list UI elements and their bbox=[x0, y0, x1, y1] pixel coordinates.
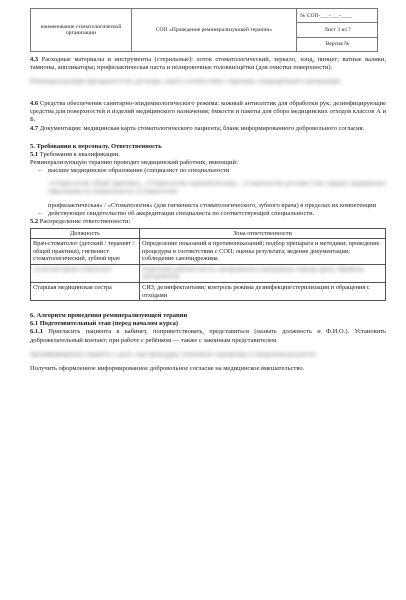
item-5-1: 5.1 Требования к квалификации. bbox=[30, 150, 120, 158]
item-6-1: 6.1 Подготовительный этап (перед началом курса) bbox=[30, 320, 179, 328]
document-header-table bbox=[30, 8, 378, 52]
section-5-title: 5. Требования к персоналу. Ответственность bbox=[30, 142, 162, 150]
responsibility-table bbox=[30, 228, 386, 302]
section-6-title: 6. Алгоритм проведения реминерализующей терапии bbox=[30, 312, 188, 320]
col-zone-header: Зона ответственности bbox=[140, 228, 386, 239]
qualification-bullet-2: – действующее свидетельство об аккредитации специалиста по соответствующей специальности. bbox=[38, 210, 315, 218]
table-row: Ассистент врача-стоматолога Подготовка рабочего места, инструментов и материалов; помощь врачу; обработка инструментов bbox=[31, 264, 386, 282]
col-position-header: Должность bbox=[31, 228, 140, 239]
org-name-cell: наименование стоматологической организации bbox=[31, 9, 132, 52]
document-body bbox=[30, 56, 386, 373]
table-row: Старшая медицинская сестра СИЗ, дезинфектантами; контроль режима дезинфекции/стерилизации и обращения с отходами bbox=[31, 283, 386, 301]
table-row: Врач-стоматолог (детский / терапевт / общей практики), гигиенист стоматологический, зубной врач Определение показаний и противопоказаний; подбор препарата и методики; проведение процедуры в соответствии с СОП; оценка результата; ведение документации; соблюдение санэпидрежима bbox=[31, 239, 386, 265]
qualification-intro: Реминерализующую терапию проводит медицинский работник, имеющий: bbox=[30, 158, 238, 166]
sop-title-cell: СОП «Проведение реминерализующей терапии» bbox=[132, 9, 297, 52]
consent-paragraph: Получить оформленное информированное добровольное согласие на медицинское вмешательство. bbox=[30, 364, 305, 372]
sheet-cell: Лист 3 из 7 bbox=[297, 23, 378, 37]
item-4-6: 4.6 Средства обеспечения санитарно-эпидемиологического режима: кожный антисептик для обработки рук; дезинфицирующие средства для поверхностей и изделий медицинского назначения; ёмкости и пакеты для сбора медицинских отходов классов А и Б. bbox=[30, 100, 386, 124]
blurred-paragraph-1: Реминерализующие препараты (гели, растворы, лаки) в соответствии с перечнем, утверждённым в организации. bbox=[30, 78, 342, 86]
qualification-bullet-1: – высшее медицинское образование (специалист по специальности «Стоматология общей практики», «Стоматология терапевтическая», «Стоматология детская») или среднее медицинское образование по специальности «Стоматология профилактическая» / «Стоматология» (для гигиениста стоматологического, зубного врача) в пределах их компетенции bbox=[38, 166, 386, 210]
sop-number-cell: № СОП-___-___-____ bbox=[297, 9, 378, 23]
item-4-3: 4.3 Расходные материалы и инструменты (стерильные): лоток стоматологический, зеркало, зонд, пинцет; ватные валики, тампоны, аппликаторы; профилактическая паста и полировочные головки/щётки (для очистки поверхности). bbox=[30, 56, 386, 72]
version-cell: Версия № bbox=[297, 37, 378, 51]
item-4-7: 4.7 Документация: медицинская карта стоматологического пациента; бланк информированного добровольного согласия. bbox=[30, 124, 365, 132]
item-5-2: 5.2 Распределение ответственности: bbox=[30, 218, 131, 226]
blurred-paragraph-2: Проинформировать пациента о цели, ходе процедуры, возможных ощущениях и ожидаемом результате. bbox=[30, 350, 319, 358]
item-6-1-1: 6.1.1 Пригласить пациента в кабинет, поприветствовать, представиться (назвать должность и Ф.И.О.). Установить доброжелательный контакт; при работе с ребёнком — также с законным представителем. bbox=[30, 328, 386, 344]
